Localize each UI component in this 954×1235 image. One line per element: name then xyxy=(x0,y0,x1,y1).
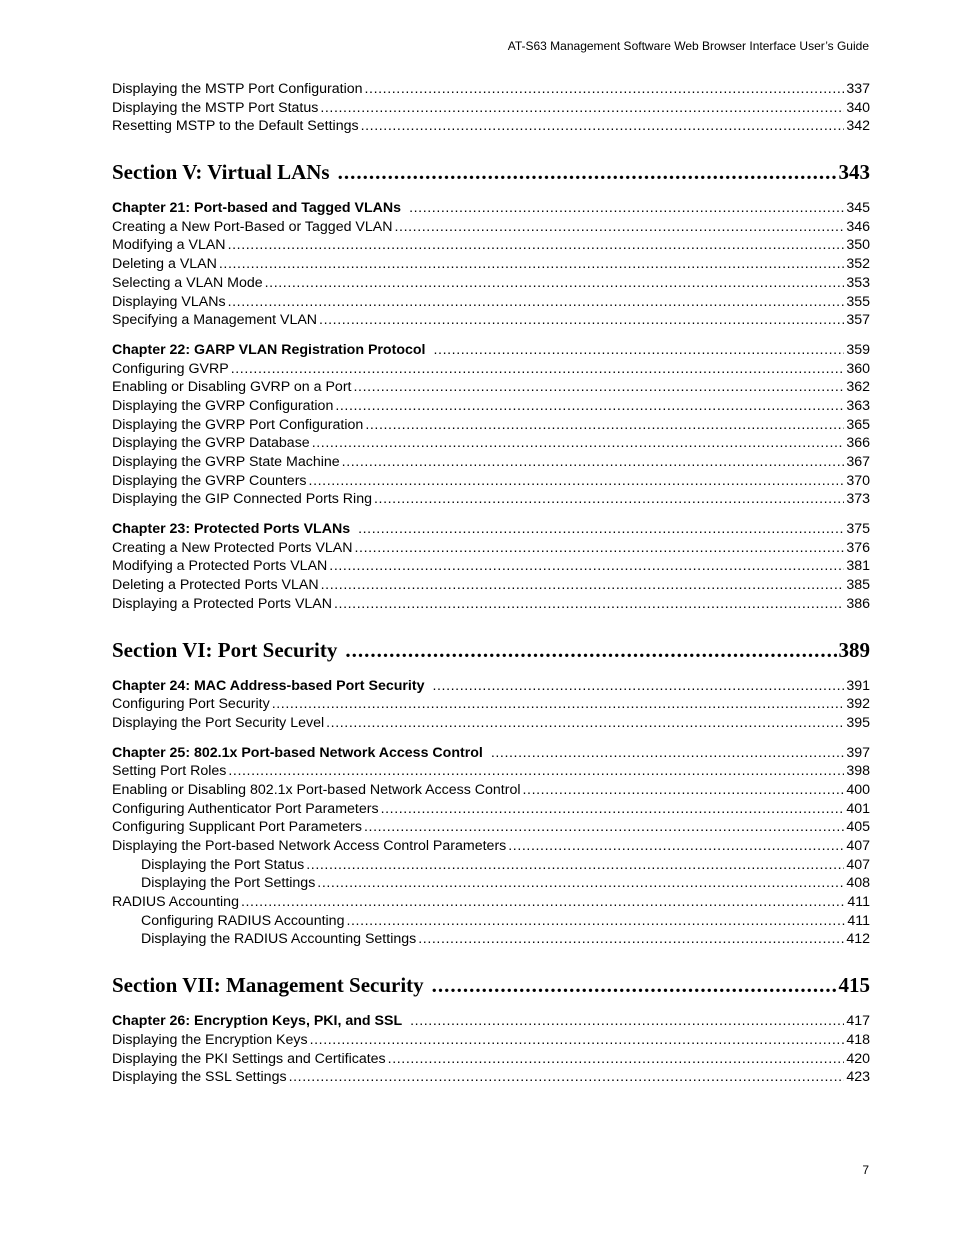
toc-entry-page: 411 xyxy=(847,912,870,929)
toc-subentry[interactable] xyxy=(112,874,870,893)
toc-entry-title: Resetting MSTP to the Default Settings xyxy=(112,118,359,135)
toc-entry-title: Displaying the Port Security Level xyxy=(112,714,325,731)
toc-entry[interactable] xyxy=(112,99,870,118)
toc-entry-page: 401 xyxy=(846,800,870,817)
toc-entry-title: Displaying the GVRP State Machine xyxy=(112,454,340,470)
toc-entry[interactable] xyxy=(112,837,870,856)
leader-dots xyxy=(432,970,837,1000)
leader-dots xyxy=(320,99,844,118)
toc-entry-page: 400 xyxy=(846,781,870,798)
toc-entry[interactable] xyxy=(112,255,870,274)
leader-dots xyxy=(321,576,845,595)
toc-entry-page: 352 xyxy=(846,256,870,273)
toc-entry[interactable] xyxy=(112,311,870,330)
toc-entry-title: Displaying the RADIUS Accounting Settings xyxy=(141,931,417,948)
toc-subentry[interactable] xyxy=(112,930,870,949)
toc-entry-page: 342 xyxy=(846,118,870,135)
toc-entry-title: Configuring Authenticator Port Parameters xyxy=(112,800,379,817)
toc-entry[interactable] xyxy=(112,1068,870,1087)
section-heading-port-security[interactable] xyxy=(112,635,870,665)
leader-dots xyxy=(265,274,845,293)
toc-entry-page: 367 xyxy=(846,454,870,470)
toc-entry-page: 350 xyxy=(846,237,870,254)
toc-entry-title: Creating a New Port-Based or Tagged VLAN xyxy=(112,218,393,235)
leader-dots xyxy=(409,199,844,218)
toc-entry[interactable] xyxy=(112,576,870,595)
toc-entry-page: 405 xyxy=(846,819,870,836)
toc-entry-title: Displaying the Encryption Keys xyxy=(112,1031,308,1048)
leader-dots xyxy=(345,635,836,665)
toc-entry-page: 357 xyxy=(846,312,870,329)
section-title: Section VI: Port Security xyxy=(112,637,338,662)
chapter-title: Chapter 25: 802.1x Port-based Network Access Control xyxy=(112,744,483,761)
leader-dots xyxy=(272,695,845,714)
toc-entry-title: Specifying a Management VLAN xyxy=(112,312,318,329)
section-page: 389 xyxy=(838,637,870,662)
toc-entry-title: Displaying the PKI Settings and Certificates xyxy=(112,1050,386,1067)
leader-dots xyxy=(317,874,844,893)
toc-entry-title: Modifying a VLAN xyxy=(112,237,226,254)
toc-entry-title: Enabling or Disabling GVRP on a Port xyxy=(112,379,352,396)
toc-entry-page: 363 xyxy=(846,397,870,414)
leader-dots xyxy=(358,520,844,539)
toc-subentry[interactable] xyxy=(112,856,870,875)
toc-entry[interactable] xyxy=(112,472,870,491)
toc-entry-page: 353 xyxy=(846,274,870,291)
toc-entry[interactable] xyxy=(112,762,870,781)
leader-dots xyxy=(241,893,845,912)
leader-dots xyxy=(508,837,844,856)
toc-entry-page: 418 xyxy=(846,1031,870,1048)
toc-entry-title: Displaying a Protected Ports VLAN xyxy=(112,595,333,612)
toc-entry[interactable] xyxy=(112,80,870,99)
leader-dots xyxy=(491,744,844,763)
toc-entry-title: Deleting a VLAN xyxy=(112,256,217,273)
leader-dots xyxy=(289,1068,845,1087)
toc-entry[interactable] xyxy=(112,1031,870,1050)
toc-entry-title: Enabling or Disabling 802.1x Port-based Network Access Control xyxy=(112,781,521,798)
leader-dots xyxy=(326,714,844,733)
chapter-heading-26[interactable] xyxy=(112,1012,870,1031)
toc-entry-title: Displaying the Port Settings xyxy=(141,875,316,892)
toc-entry-title: Displaying the GVRP Configuration xyxy=(112,397,334,414)
toc-entry[interactable] xyxy=(112,453,870,472)
toc-entry[interactable] xyxy=(112,695,870,714)
toc-entry-title: Configuring Supplicant Port Parameters xyxy=(112,819,362,836)
toc-entry-title: Displaying the GVRP Port Configuration xyxy=(112,416,364,433)
toc-entry-title: Displaying the Port-based Network Access Control Parameters xyxy=(112,838,507,854)
toc-entry-title: Configuring Port Security xyxy=(112,696,270,713)
toc-entry-page: 423 xyxy=(846,1069,870,1086)
running-header: AT-S63 Management Software Web Browser Interface User’s Guide xyxy=(507,39,869,53)
toc-entry-page: 337 xyxy=(846,81,870,97)
leader-dots xyxy=(395,218,845,237)
section-page: 415 xyxy=(838,973,870,998)
chapter-heading-24[interactable] xyxy=(112,677,870,696)
leader-dots xyxy=(365,80,845,99)
toc-entry-page: 362 xyxy=(846,379,870,396)
toc-entry-title: Displaying the SSL Settings xyxy=(112,1069,287,1086)
toc-entry[interactable] xyxy=(112,397,870,416)
chapter-heading-22[interactable] xyxy=(112,341,870,360)
leader-dots xyxy=(228,236,845,255)
toc-entry[interactable] xyxy=(112,293,870,312)
toc-entry-page: 407 xyxy=(846,856,870,873)
leader-dots xyxy=(306,856,844,875)
section-title: Section VII: Management Security xyxy=(112,973,424,998)
toc-entry[interactable] xyxy=(112,236,870,255)
toc-entry[interactable] xyxy=(112,490,870,509)
leader-dots xyxy=(309,472,845,491)
chapter-page: 345 xyxy=(846,200,870,217)
leader-dots xyxy=(329,557,844,576)
toc-entry-title: RADIUS Accounting xyxy=(112,894,239,911)
section-heading-virtual-lans[interactable] xyxy=(112,157,870,187)
toc-entry[interactable] xyxy=(112,434,870,453)
leader-dots xyxy=(312,434,845,453)
chapter-page: 375 xyxy=(846,521,870,538)
section-page: 343 xyxy=(838,160,870,185)
toc-entry-title: Configuring GVRP xyxy=(112,360,229,377)
chapter-title: Chapter 24: MAC Address-based Port Security xyxy=(112,677,425,694)
chapter-title: Chapter 22: GARP VLAN Registration Protocol xyxy=(112,341,426,358)
leader-dots xyxy=(381,800,845,819)
chapter-page: 359 xyxy=(846,341,870,358)
toc-entry[interactable] xyxy=(112,557,870,576)
toc-entry-page: 365 xyxy=(846,416,870,433)
toc-entry[interactable] xyxy=(112,595,870,614)
chapter-page: 417 xyxy=(846,1013,870,1030)
chapter-title: Chapter 21: Port-based and Tagged VLANs xyxy=(112,200,402,217)
toc-entry-page: 412 xyxy=(846,931,870,948)
toc-entry[interactable] xyxy=(112,274,870,293)
toc-entry[interactable] xyxy=(112,539,870,558)
toc-entry-page: 360 xyxy=(846,360,870,377)
toc-entry-title: Modifying a Protected Ports VLAN xyxy=(112,558,328,575)
leader-dots xyxy=(310,1031,845,1050)
toc-entry[interactable] xyxy=(112,117,870,136)
leader-dots xyxy=(342,453,845,472)
leader-dots xyxy=(410,1012,844,1031)
leader-dots xyxy=(346,912,845,931)
toc-entry-page: 411 xyxy=(847,894,870,911)
toc-entry-page: 370 xyxy=(846,472,870,489)
toc-entry-page: 408 xyxy=(846,875,870,892)
leader-dots xyxy=(388,1050,845,1069)
toc-entry-page: 420 xyxy=(846,1050,870,1067)
chapter-title: Chapter 23: Protected Ports VLANs xyxy=(112,521,351,538)
leader-dots xyxy=(364,818,844,837)
toc-entry[interactable] xyxy=(112,781,870,800)
leader-dots xyxy=(418,930,844,949)
chapter-heading-25[interactable] xyxy=(112,744,870,763)
toc-entry[interactable] xyxy=(112,818,870,837)
toc-entry-title: Creating a New Protected Ports VLAN xyxy=(112,539,353,556)
chapter-title: Chapter 26: Encryption Keys, PKI, and SSL xyxy=(112,1013,403,1030)
section-title: Section V: Virtual LANs xyxy=(112,160,330,185)
leader-dots xyxy=(433,341,844,360)
leader-dots xyxy=(523,781,845,800)
toc-entry[interactable] xyxy=(112,714,870,733)
leader-dots xyxy=(219,255,844,274)
toc-entry-page: 381 xyxy=(846,558,870,575)
toc-entry-page: 395 xyxy=(846,714,870,731)
toc-entry-title: Displaying the MSTP Port Configuration xyxy=(112,81,363,97)
toc-entry-page: 392 xyxy=(846,696,870,713)
toc-entry-title: Displaying the GVRP Database xyxy=(112,435,310,452)
toc-entry-title: Displaying the GVRP Counters xyxy=(112,472,307,489)
leader-dots xyxy=(353,378,844,397)
toc-entry-page: 373 xyxy=(846,491,870,508)
chapter-heading-23[interactable] xyxy=(112,520,870,539)
leader-dots xyxy=(334,595,844,614)
toc-entry-title: Displaying the GIP Connected Ports Ring xyxy=(112,491,372,508)
toc-entry-title: Displaying the MSTP Port Status xyxy=(112,99,319,116)
toc-entry-page: 407 xyxy=(846,838,870,854)
page-number: 7 xyxy=(862,1163,869,1177)
toc-entry-title: Configuring RADIUS Accounting xyxy=(141,912,345,929)
toc-entry-title: Displaying VLANs xyxy=(112,293,226,310)
toc-entry[interactable] xyxy=(112,800,870,819)
toc-entry-title: Deleting a Protected Ports VLAN xyxy=(112,577,319,594)
toc-entry[interactable] xyxy=(112,378,870,397)
toc-entry[interactable] xyxy=(112,360,870,379)
toc-entry-page: 355 xyxy=(846,293,870,310)
chapter-page: 397 xyxy=(846,744,870,761)
toc-entry-page: 340 xyxy=(846,99,870,116)
leader-dots xyxy=(355,539,845,558)
leader-dots xyxy=(335,397,844,416)
toc-entry-page: 398 xyxy=(846,763,870,780)
toc-entry[interactable] xyxy=(112,893,870,912)
leader-dots xyxy=(365,416,844,435)
leader-dots xyxy=(228,293,845,312)
chapter-heading-21[interactable] xyxy=(112,199,870,218)
toc-entry-page: 385 xyxy=(846,577,870,594)
toc-entry[interactable] xyxy=(112,1050,870,1069)
toc-entry-page: 366 xyxy=(846,435,870,452)
leader-dots xyxy=(432,677,844,696)
leader-dots xyxy=(231,360,845,379)
toc-subentry[interactable] xyxy=(112,912,870,931)
leader-dots xyxy=(361,117,845,136)
table-of-contents xyxy=(112,80,870,1087)
toc-entry-title: Selecting a VLAN Mode xyxy=(112,274,263,291)
toc-entry-page: 346 xyxy=(846,218,870,235)
toc-entry-page: 376 xyxy=(846,539,870,556)
toc-entry-title: Displaying the Port Status xyxy=(141,856,305,873)
toc-entry[interactable] xyxy=(112,416,870,435)
toc-entry[interactable] xyxy=(112,218,870,237)
toc-entry-page: 386 xyxy=(846,595,870,612)
leader-dots xyxy=(338,157,837,187)
chapter-page: 391 xyxy=(846,677,870,694)
leader-dots xyxy=(319,311,844,330)
leader-dots xyxy=(374,490,844,509)
section-heading-management-security[interactable] xyxy=(112,970,870,1000)
leader-dots xyxy=(228,762,844,781)
toc-entry-title: Setting Port Roles xyxy=(112,763,227,780)
